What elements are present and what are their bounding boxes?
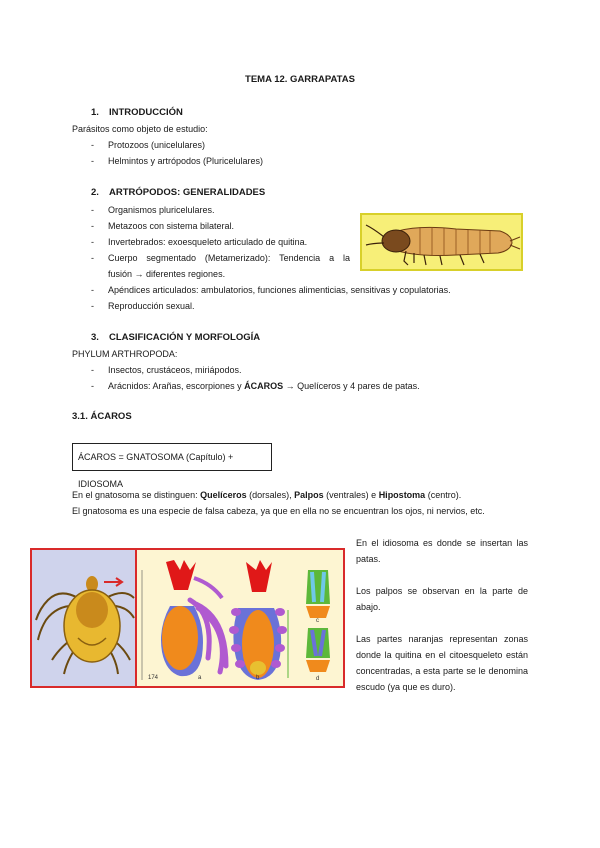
label-b: b	[256, 675, 260, 681]
diagram-c	[306, 570, 330, 618]
escudo-note: Las partes naranjas representan zonas donde la quitina en el citoesqueleto están concentradas, a esta parte se le denomina escudo (ya que es duro).	[356, 634, 528, 692]
tick-anatomy-figure	[30, 548, 345, 688]
scale-label: 174	[148, 675, 159, 681]
section-number: 1.	[91, 107, 99, 118]
intro-lead: Parásitos como objeto de estudio:	[72, 124, 208, 134]
section-title: ARTRÓPODOS: GENERALIDADES	[109, 187, 266, 198]
label-d: d	[316, 676, 320, 682]
phylum-label: PHYLUM ARTHROPODA:	[72, 349, 178, 359]
gnatosoma-description: El gnatosoma es una especie de falsa cabeza, ya que en ella no se encuentran los ojos, ni nervios, etc.	[72, 506, 485, 516]
formula-box: ÁCAROS = GNATOSOMA (Capítulo) + IDIOSOMA	[72, 443, 272, 471]
insect-illustration	[360, 213, 523, 271]
section-heading-2	[91, 187, 265, 198]
section-title: INTRODUCCIÓN	[109, 107, 183, 118]
section-heading-3	[91, 332, 260, 343]
idiosoma-note: En el idiosoma es donde se insertan las patas.	[356, 538, 528, 564]
label-a: a	[198, 675, 202, 681]
label-c: c	[316, 618, 319, 624]
page-title: TEMA 12. GARRAPATAS	[245, 74, 355, 85]
subsection-heading: 3.1. ÁCAROS	[72, 411, 132, 422]
section-title: CLASIFICACIÓN Y MORFOLOGÍA	[109, 332, 261, 343]
diagram-d	[306, 628, 330, 672]
gnatosoma-parts: En el gnatosoma se distinguen: Quelíceros (dorsales), Palpos (ventrales) e Hipostoma (centro).	[72, 490, 462, 500]
section-number: 3.	[91, 332, 99, 343]
section-heading-1	[91, 107, 183, 118]
palpos-note: Los palpos se observan en la parte de abajo.	[356, 586, 528, 612]
section-number: 2.	[91, 187, 99, 198]
